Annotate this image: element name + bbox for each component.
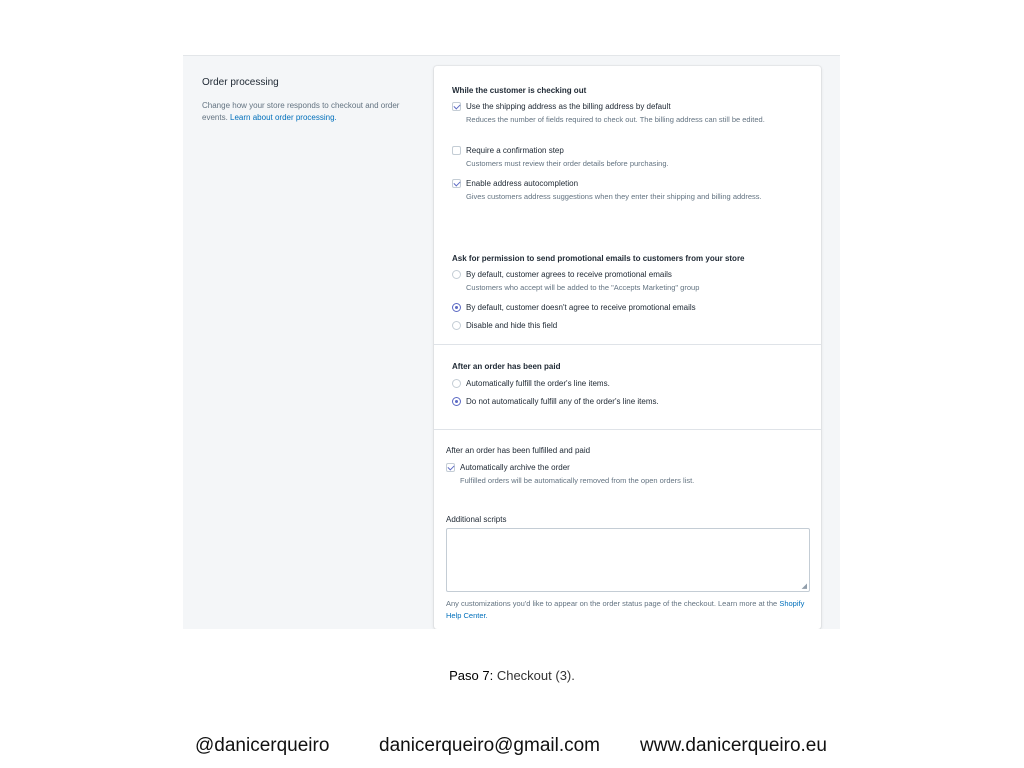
option-confirmation-step[interactable] [452, 146, 802, 169]
marketing-heading: Ask for permission to send promotional emails to customers from your store [452, 254, 745, 263]
radio-icon[interactable] [452, 321, 461, 330]
caption-step: Paso 7: [449, 668, 494, 683]
section-description [202, 100, 402, 124]
footnote-text: Any customizations you'd like to appear on the order status page of the checkout. Learn more at the [446, 599, 778, 608]
option-shipping-as-billing[interactable] [452, 102, 802, 125]
checkbox-icon[interactable] [452, 179, 461, 188]
fulfilled-section [434, 430, 821, 629]
checkbox-icon[interactable] [452, 102, 461, 111]
radio-icon[interactable] [452, 303, 461, 312]
settings-card [434, 66, 821, 629]
option-label: By default, customer doesn't agree to receive promotional emails [466, 303, 696, 312]
radio-icon[interactable] [452, 397, 461, 406]
option-label: Automatically fulfill the order's line items. [466, 379, 610, 388]
checkbox-icon[interactable] [452, 146, 461, 155]
option-no-auto-fulfill[interactable] [452, 397, 802, 407]
option-marketing-agree[interactable] [452, 270, 802, 293]
option-label: Do not automatically fulfill any of the order's line items. [466, 397, 659, 406]
checkout-heading: While the customer is checking out [452, 86, 587, 95]
footer-website: www.danicerqueiro.eu [640, 735, 827, 756]
option-label: Use the shipping address as the billing address by default [466, 102, 671, 111]
checkout-section [434, 66, 821, 345]
section-title: Order processing [202, 77, 279, 88]
paid-heading: After an order has been paid [452, 362, 561, 371]
learn-more-link[interactable]: Learn about order processing. [230, 113, 337, 122]
option-marketing-disagree[interactable] [452, 303, 802, 313]
option-auto-archive[interactable] [446, 463, 796, 486]
caption-text: Checkout (3). [496, 668, 575, 683]
paid-section [434, 344, 821, 430]
slide-caption [0, 668, 1024, 683]
checkbox-icon[interactable] [446, 463, 455, 472]
scripts-label: Additional scripts [446, 515, 507, 524]
description-text: Change how your store responds to checkout and order events. [202, 101, 400, 122]
additional-scripts-textarea[interactable] [446, 528, 810, 592]
option-label: By default, customer agrees to receive promotional emails [466, 270, 672, 279]
option-label: Enable address autocompletion [466, 179, 579, 188]
option-auto-fulfill[interactable] [452, 379, 802, 389]
footer-email: danicerqueiro@gmail.com [379, 735, 600, 756]
screenshot-panel [183, 55, 840, 629]
resize-handle-icon[interactable]: ◢ [801, 583, 807, 590]
option-help: Customers must review their order details before purchasing. [466, 159, 669, 168]
option-address-autocompletion[interactable] [452, 179, 802, 202]
option-label: Disable and hide this field [466, 321, 558, 330]
option-help: Reduces the number of fields required to check out. The billing address can still be edited. [466, 115, 765, 124]
radio-icon[interactable] [452, 379, 461, 388]
radio-icon[interactable] [452, 270, 461, 279]
option-help: Customers who accept will be added to the "Accepts Marketing" group [466, 283, 700, 292]
fulfilled-heading: After an order has been fulfilled and paid [446, 446, 591, 455]
settings-description [202, 77, 402, 124]
option-marketing-disable[interactable] [452, 321, 802, 331]
help-center-link[interactable]: Shopify Help Center. [446, 599, 805, 620]
option-help: Gives customers address suggestions when they enter their shipping and billing address. [466, 192, 762, 201]
option-help: Fulfilled orders will be automatically removed from the open orders list. [460, 476, 695, 485]
scripts-footnote [446, 598, 816, 622]
option-label: Require a confirmation step [466, 146, 564, 155]
option-label: Automatically archive the order [460, 463, 570, 472]
footer-handle: @danicerqueiro [195, 735, 330, 756]
